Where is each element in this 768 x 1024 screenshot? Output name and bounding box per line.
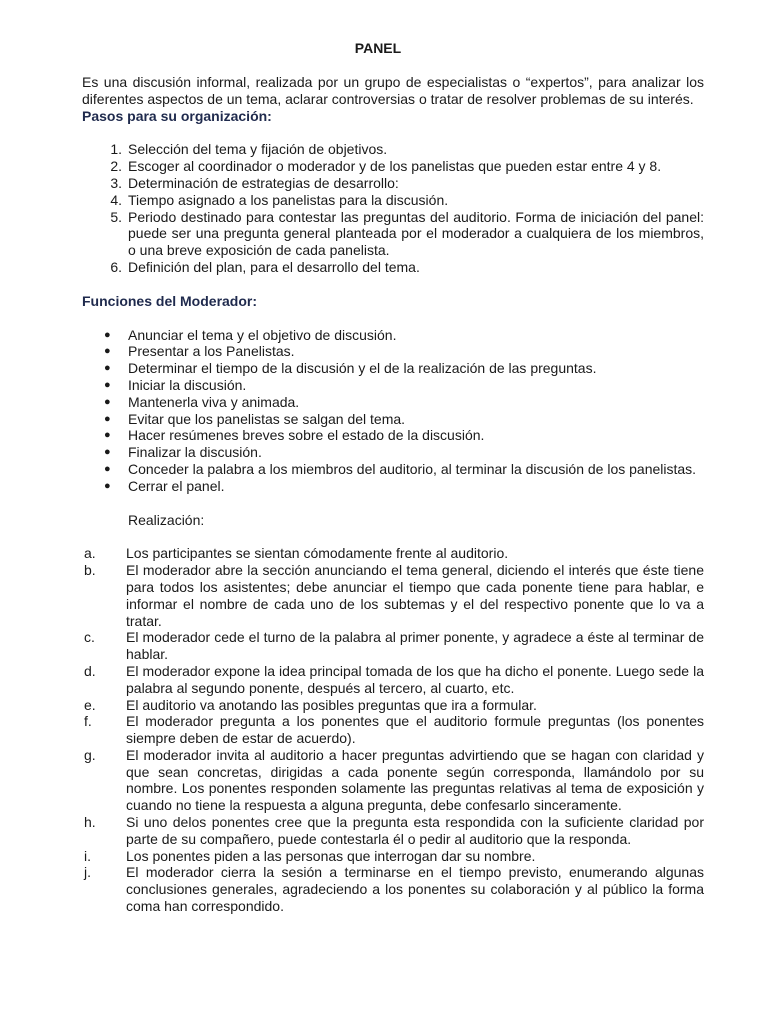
bullet-icon: ● xyxy=(104,446,111,459)
bullet-icon: ● xyxy=(104,378,111,391)
moderator-functions-list xyxy=(82,327,704,495)
intro-paragraph: Es una discusión informal, realizada por un grupo de especialistas o “expertos”, para analizar los diferentes aspectos de un tema, aclarar controversias o tratar de resolver problemas de su interés. xyxy=(82,74,704,107)
list-item: ● Iniciar la discusión. xyxy=(104,376,247,393)
steps-list xyxy=(82,141,704,275)
realization-item: i. Los ponentes piden a las personas que interrogan dar su nombre. xyxy=(84,847,536,864)
moderator-heading: Funciones del Moderador: xyxy=(82,292,258,309)
list-item: ● Cerrar el panel. xyxy=(104,477,225,494)
document-content xyxy=(82,40,704,915)
realization-item: d. El moderador expone la idea principal tomada de los que ha dicho el ponente. Luego sede la palabra al segundo ponente, después al tercero, al cuarto, etc. xyxy=(84,662,704,696)
realization-item: b. El moderador abre la sección anunciando el tema general, diciendo el interés que éste tiene para todos los asistentes; debe anunciar el tiempo que cada ponente tiene para hablar, e informar el nombre de cada uno de los subtemas y el del respectivo ponente que lo va a tratar. xyxy=(84,562,704,629)
step-item: 1. Selección del tema y fijación de objetivos. xyxy=(110,141,388,158)
bullet-icon: ● xyxy=(104,345,111,358)
realization-heading: Realización: xyxy=(128,511,205,528)
list-item: ● Evitar que los panelistas se salgan del tema. xyxy=(104,410,406,427)
step-item: 3. Determinación de estrategias de desarrollo: xyxy=(110,174,399,191)
bullet-icon: ● xyxy=(104,362,111,375)
realization-item: h. Si uno delos ponentes cree que la pregunta esta respondida con la suficiente claridad por parte de su compañero, puede contestarla él o pedir al auditorio que la responda. xyxy=(84,814,704,847)
list-item: ● Anunciar el tema y el objetivo de discusión. xyxy=(104,326,397,343)
realization-item: e. El auditorio va anotando las posibles preguntas que ira a formular. xyxy=(84,696,537,713)
list-item: ● Determinar el tiempo de la discusión y el de la realización de las preguntas. xyxy=(104,360,597,377)
bullet-icon: ● xyxy=(104,328,111,341)
list-item: ● Finalizar la discusión. xyxy=(104,444,262,461)
steps-heading: Pasos para su organización: xyxy=(82,107,272,124)
page-title: PANEL xyxy=(354,40,402,56)
realization-item: g. El moderador invita al auditorio a hacer preguntas advirtiendo que se hagan con claridad y que sean concretas, dirigidas a cada ponente según corresponda, llamándolo por su nombre. Los ponentes responden solamente las preguntas relativas al tema de exposición y cuando no tiene la respuesta a alguna pregunta, debe confesarlo sinceramente. xyxy=(84,746,704,814)
realization-list xyxy=(82,545,704,915)
realization-item: a. Los participantes se sientan cómodamente frente al auditorio. xyxy=(84,545,509,562)
list-item: ● Conceder la palabra a los miembros del auditorio, al terminar la discusión de los panelistas. xyxy=(104,460,697,477)
realization-item: c. El moderador cede el turno de la palabra al primer ponente, y agradece a éste al terminar de hablar. xyxy=(84,629,704,663)
list-item: ● Mantenerla viva y animada. xyxy=(104,393,300,410)
bullet-icon: ● xyxy=(104,412,111,425)
bullet-icon: ● xyxy=(104,479,111,492)
bullet-icon: ● xyxy=(104,395,111,408)
bullet-icon: ● xyxy=(104,462,111,475)
bullet-icon: ● xyxy=(104,429,111,442)
step-item: 5. Periodo destinado para contestar las preguntas del auditorio. Forma de iniciación del panel: puede ser una pregunta general planteada por el moderador a cualquiera de los miembros, o una breve exposición de cada panelista. xyxy=(110,208,704,259)
step-item: 6. Definición del plan, para el desarrollo del tema. xyxy=(110,258,420,275)
step-item: 2. Escoger al coordinador o moderador y de los panelistas que pueden estar entre 4 y 8. xyxy=(110,158,662,175)
realization-item: j. El moderador cierra la sesión a terminarse en el tiempo previsto, enumerando algunas conclusiones generales, agradeciendo a los ponentes su colaboración y al público la forma coma han correspondido. xyxy=(84,864,704,915)
realization-item: f. El moderador pregunta a los ponentes que el auditorio formule preguntas (los ponentes siempre deben de estar de acuerdo). xyxy=(84,713,704,747)
list-item: ● Presentar a los Panelistas. xyxy=(104,343,295,360)
list-item: ● Hacer resúmenes breves sobre el estado de la discusión. xyxy=(104,427,485,444)
step-item: 4. Tiempo asignado a los panelistas para la discusión. xyxy=(110,191,449,208)
